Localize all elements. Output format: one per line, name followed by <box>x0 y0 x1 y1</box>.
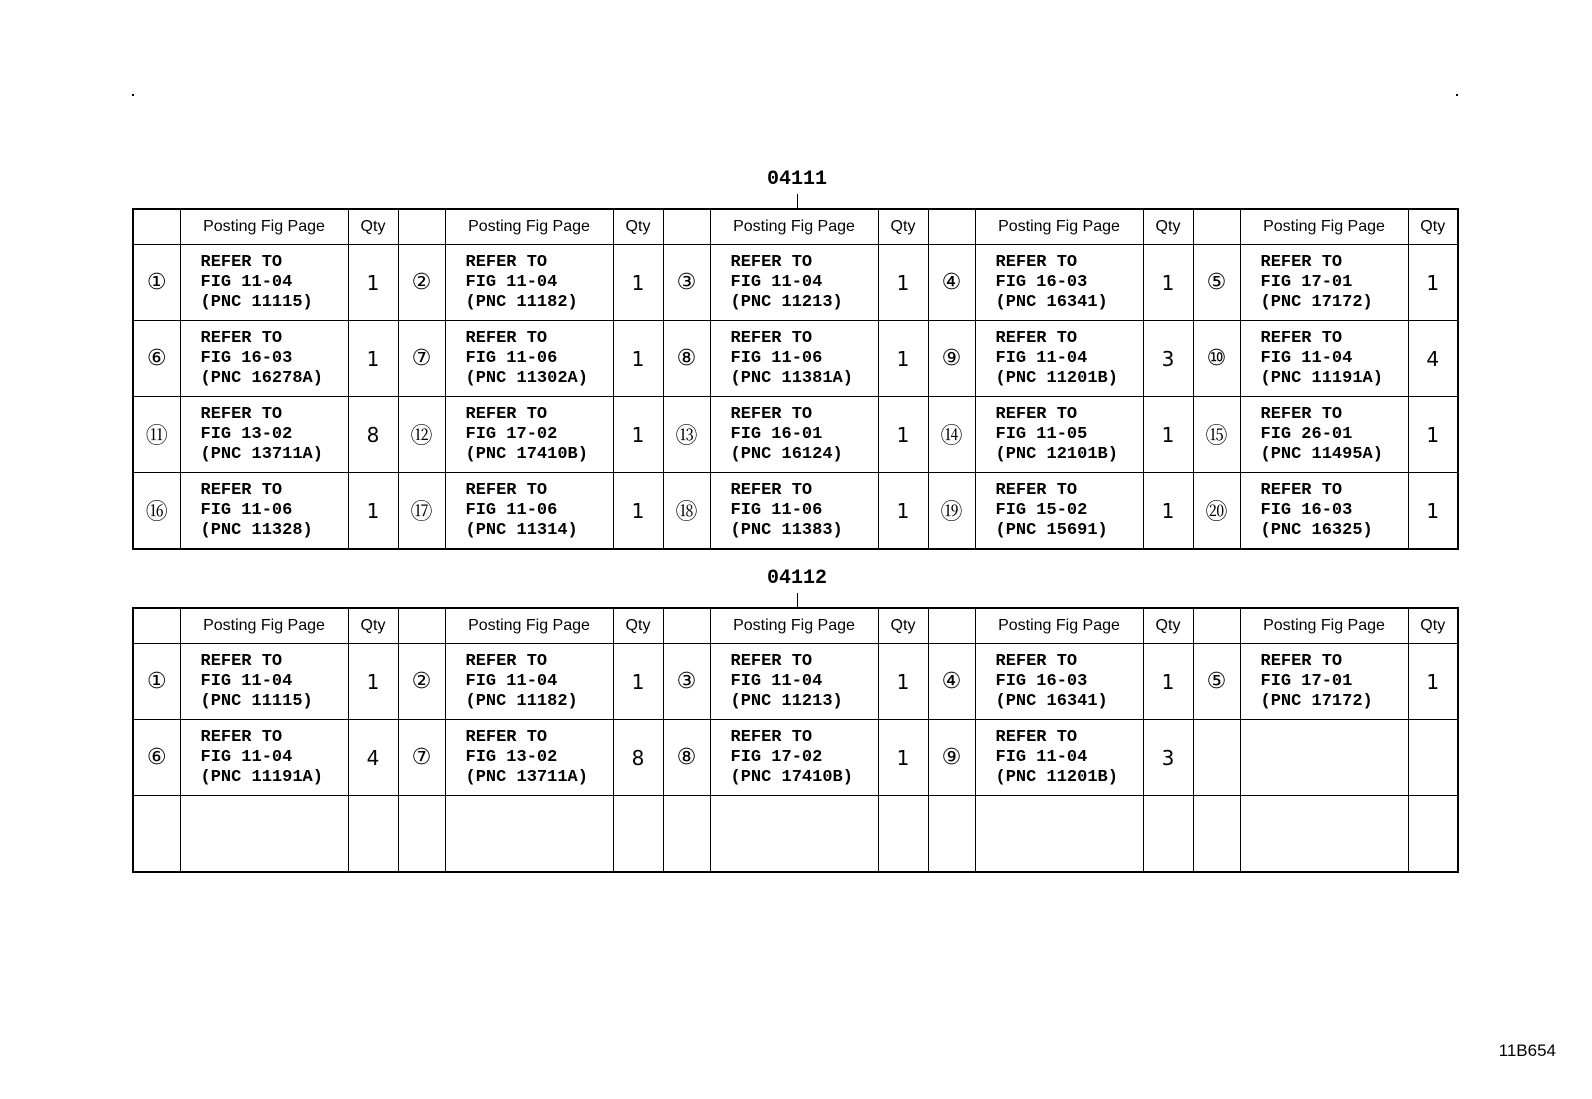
reference-text: REFER TO FIG 11-04 (PNC 11201B) <box>975 720 1143 796</box>
header-blank-cell <box>133 209 180 245</box>
header-posting-fig-page: Posting Fig Page <box>975 608 1143 644</box>
section-leader-line <box>797 593 798 607</box>
quantity <box>613 796 663 873</box>
item-number: ③ <box>663 644 710 720</box>
quantity: 1 <box>878 473 928 550</box>
item-number: ⑳ <box>1193 473 1240 550</box>
header-qty: Qty <box>613 608 663 644</box>
header-row <box>133 209 1458 245</box>
header-posting-fig-page: Posting Fig Page <box>445 608 613 644</box>
reference-text <box>445 796 613 873</box>
item-number: ③ <box>663 245 710 321</box>
item-number: ⑲ <box>928 473 975 550</box>
reference-text: REFER TO FIG 11-04 (PNC 11213) <box>710 644 878 720</box>
reference-text: REFER TO FIG 11-04 (PNC 11182) <box>445 245 613 321</box>
item-number: ⑫ <box>398 397 445 473</box>
item-number: ④ <box>928 245 975 321</box>
header-qty: Qty <box>1143 608 1193 644</box>
item-number: ① <box>133 644 180 720</box>
reference-text: REFER TO FIG 15-02 (PNC 15691) <box>975 473 1143 550</box>
table-row <box>133 720 1458 796</box>
reference-text: REFER TO FIG 11-04 (PNC 11191A) <box>180 720 348 796</box>
quantity: 1 <box>613 245 663 321</box>
header-posting-fig-page: Posting Fig Page <box>710 209 878 245</box>
quantity: 1 <box>348 644 398 720</box>
quantity <box>1143 796 1193 873</box>
reference-text: REFER TO FIG 17-01 (PNC 17172) <box>1240 644 1408 720</box>
reference-text: REFER TO FIG 11-04 (PNC 11213) <box>710 245 878 321</box>
reference-text: REFER TO FIG 16-03 (PNC 16278A) <box>180 321 348 397</box>
header-qty: Qty <box>1143 209 1193 245</box>
reference-text: REFER TO FIG 16-01 (PNC 16124) <box>710 397 878 473</box>
quantity: 1 <box>1143 644 1193 720</box>
quantity: 1 <box>613 644 663 720</box>
quantity: 1 <box>1408 245 1458 321</box>
header-qty: Qty <box>1408 209 1458 245</box>
item-number: ⑦ <box>398 720 445 796</box>
item-number <box>928 796 975 873</box>
quantity <box>1408 720 1458 796</box>
item-number <box>133 796 180 873</box>
item-number: ② <box>398 245 445 321</box>
quantity: 1 <box>878 644 928 720</box>
reference-text: REFER TO FIG 11-04 (PNC 11115) <box>180 245 348 321</box>
header-blank-cell <box>398 608 445 644</box>
header-blank-cell <box>663 209 710 245</box>
quantity: 1 <box>613 473 663 550</box>
item-number: ⑮ <box>1193 397 1240 473</box>
header-blank-cell <box>398 209 445 245</box>
reference-text: REFER TO FIG 16-03 (PNC 16325) <box>1240 473 1408 550</box>
header-blank-cell <box>928 209 975 245</box>
header-qty: Qty <box>348 209 398 245</box>
section-code: 04111 <box>766 168 827 191</box>
reference-text: REFER TO FIG 26-01 (PNC 11495A) <box>1240 397 1408 473</box>
item-number: ① <box>133 245 180 321</box>
item-number <box>398 796 445 873</box>
table-row <box>133 473 1458 550</box>
item-number: ⑥ <box>133 321 180 397</box>
quantity: 1 <box>878 397 928 473</box>
header-blank-cell <box>928 608 975 644</box>
reference-text: REFER TO FIG 17-01 (PNC 17172) <box>1240 245 1408 321</box>
quantity: 1 <box>878 720 928 796</box>
item-number: ⑬ <box>663 397 710 473</box>
reference-text: REFER TO FIG 17-02 (PNC 17410B) <box>445 397 613 473</box>
quantity <box>348 796 398 873</box>
quantity: 1 <box>613 397 663 473</box>
corner-mark-left <box>132 94 134 96</box>
reference-text: REFER TO FIG 11-06 (PNC 11328) <box>180 473 348 550</box>
quantity: 4 <box>348 720 398 796</box>
item-number: ⑭ <box>928 397 975 473</box>
item-number: ⑧ <box>663 720 710 796</box>
reference-text: REFER TO FIG 11-06 (PNC 11383) <box>710 473 878 550</box>
quantity: 1 <box>878 245 928 321</box>
header-qty: Qty <box>613 209 663 245</box>
quantity: 1 <box>613 321 663 397</box>
table-row <box>133 644 1458 720</box>
quantity: 8 <box>348 397 398 473</box>
quantity: 1 <box>878 321 928 397</box>
item-number: ⑤ <box>1193 245 1240 321</box>
item-number: ⑱ <box>663 473 710 550</box>
item-number: ⑤ <box>1193 644 1240 720</box>
item-number: ② <box>398 644 445 720</box>
parts-table <box>132 208 1459 550</box>
header-posting-fig-page: Posting Fig Page <box>180 608 348 644</box>
reference-text <box>710 796 878 873</box>
header-blank-cell <box>133 608 180 644</box>
quantity <box>1408 796 1458 873</box>
header-posting-fig-page: Posting Fig Page <box>445 209 613 245</box>
item-number <box>663 796 710 873</box>
parts-table <box>132 607 1459 873</box>
item-number: ⑯ <box>133 473 180 550</box>
item-number: ⑨ <box>928 321 975 397</box>
quantity: 8 <box>613 720 663 796</box>
item-number: ⑧ <box>663 321 710 397</box>
reference-text: REFER TO FIG 11-04 (PNC 11201B) <box>975 321 1143 397</box>
item-number: ⑨ <box>928 720 975 796</box>
header-blank-cell <box>1193 608 1240 644</box>
header-posting-fig-page: Posting Fig Page <box>975 209 1143 245</box>
quantity: 1 <box>1143 473 1193 550</box>
reference-text: REFER TO FIG 11-04 (PNC 11115) <box>180 644 348 720</box>
table-row <box>133 245 1458 321</box>
quantity <box>878 796 928 873</box>
reference-text <box>975 796 1143 873</box>
header-qty: Qty <box>878 209 928 245</box>
reference-text: REFER TO FIG 16-03 (PNC 16341) <box>975 644 1143 720</box>
item-number: ⑥ <box>133 720 180 796</box>
item-number <box>1193 720 1240 796</box>
reference-text: REFER TO FIG 11-05 (PNC 12101B) <box>975 397 1143 473</box>
header-qty: Qty <box>878 608 928 644</box>
header-posting-fig-page: Posting Fig Page <box>1240 608 1408 644</box>
reference-text: REFER TO FIG 17-02 (PNC 17410B) <box>710 720 878 796</box>
header-row <box>133 608 1458 644</box>
quantity: 4 <box>1408 321 1458 397</box>
quantity: 1 <box>1143 245 1193 321</box>
quantity: 1 <box>1408 473 1458 550</box>
quantity: 1 <box>1143 397 1193 473</box>
header-posting-fig-page: Posting Fig Page <box>710 608 878 644</box>
reference-text: REFER TO FIG 11-06 (PNC 11314) <box>445 473 613 550</box>
header-posting-fig-page: Posting Fig Page <box>180 209 348 245</box>
reference-text: REFER TO FIG 11-06 (PNC 11381A) <box>710 321 878 397</box>
table-row <box>133 321 1458 397</box>
item-number: ⑦ <box>398 321 445 397</box>
quantity: 1 <box>1408 397 1458 473</box>
reference-text: REFER TO FIG 11-04 (PNC 11191A) <box>1240 321 1408 397</box>
header-posting-fig-page: Posting Fig Page <box>1240 209 1408 245</box>
quantity: 1 <box>348 473 398 550</box>
header-qty: Qty <box>348 608 398 644</box>
header-blank-cell <box>663 608 710 644</box>
section-code: 04112 <box>766 567 827 590</box>
quantity: 1 <box>348 245 398 321</box>
item-number: ⑩ <box>1193 321 1240 397</box>
section-leader-line <box>797 194 798 208</box>
reference-text: REFER TO FIG 13-02 (PNC 13711A) <box>445 720 613 796</box>
reference-text: REFER TO FIG 13-02 (PNC 13711A) <box>180 397 348 473</box>
corner-mark-right <box>1456 94 1458 96</box>
reference-text <box>180 796 348 873</box>
reference-text: REFER TO FIG 16-03 (PNC 16341) <box>975 245 1143 321</box>
header-qty: Qty <box>1408 608 1458 644</box>
illustration-code: 11B654 <box>1498 1041 1556 1060</box>
reference-text <box>1240 796 1408 873</box>
table-row <box>133 397 1458 473</box>
reference-text: REFER TO FIG 11-04 (PNC 11182) <box>445 644 613 720</box>
reference-text: REFER TO FIG 11-06 (PNC 11302A) <box>445 321 613 397</box>
item-number: ④ <box>928 644 975 720</box>
item-number: ⑪ <box>133 397 180 473</box>
table-row <box>133 796 1458 873</box>
item-number: ⑰ <box>398 473 445 550</box>
reference-text <box>1240 720 1408 796</box>
item-number <box>1193 796 1240 873</box>
quantity: 1 <box>348 321 398 397</box>
quantity: 1 <box>1408 644 1458 720</box>
quantity: 3 <box>1143 720 1193 796</box>
quantity: 3 <box>1143 321 1193 397</box>
header-blank-cell <box>1193 209 1240 245</box>
